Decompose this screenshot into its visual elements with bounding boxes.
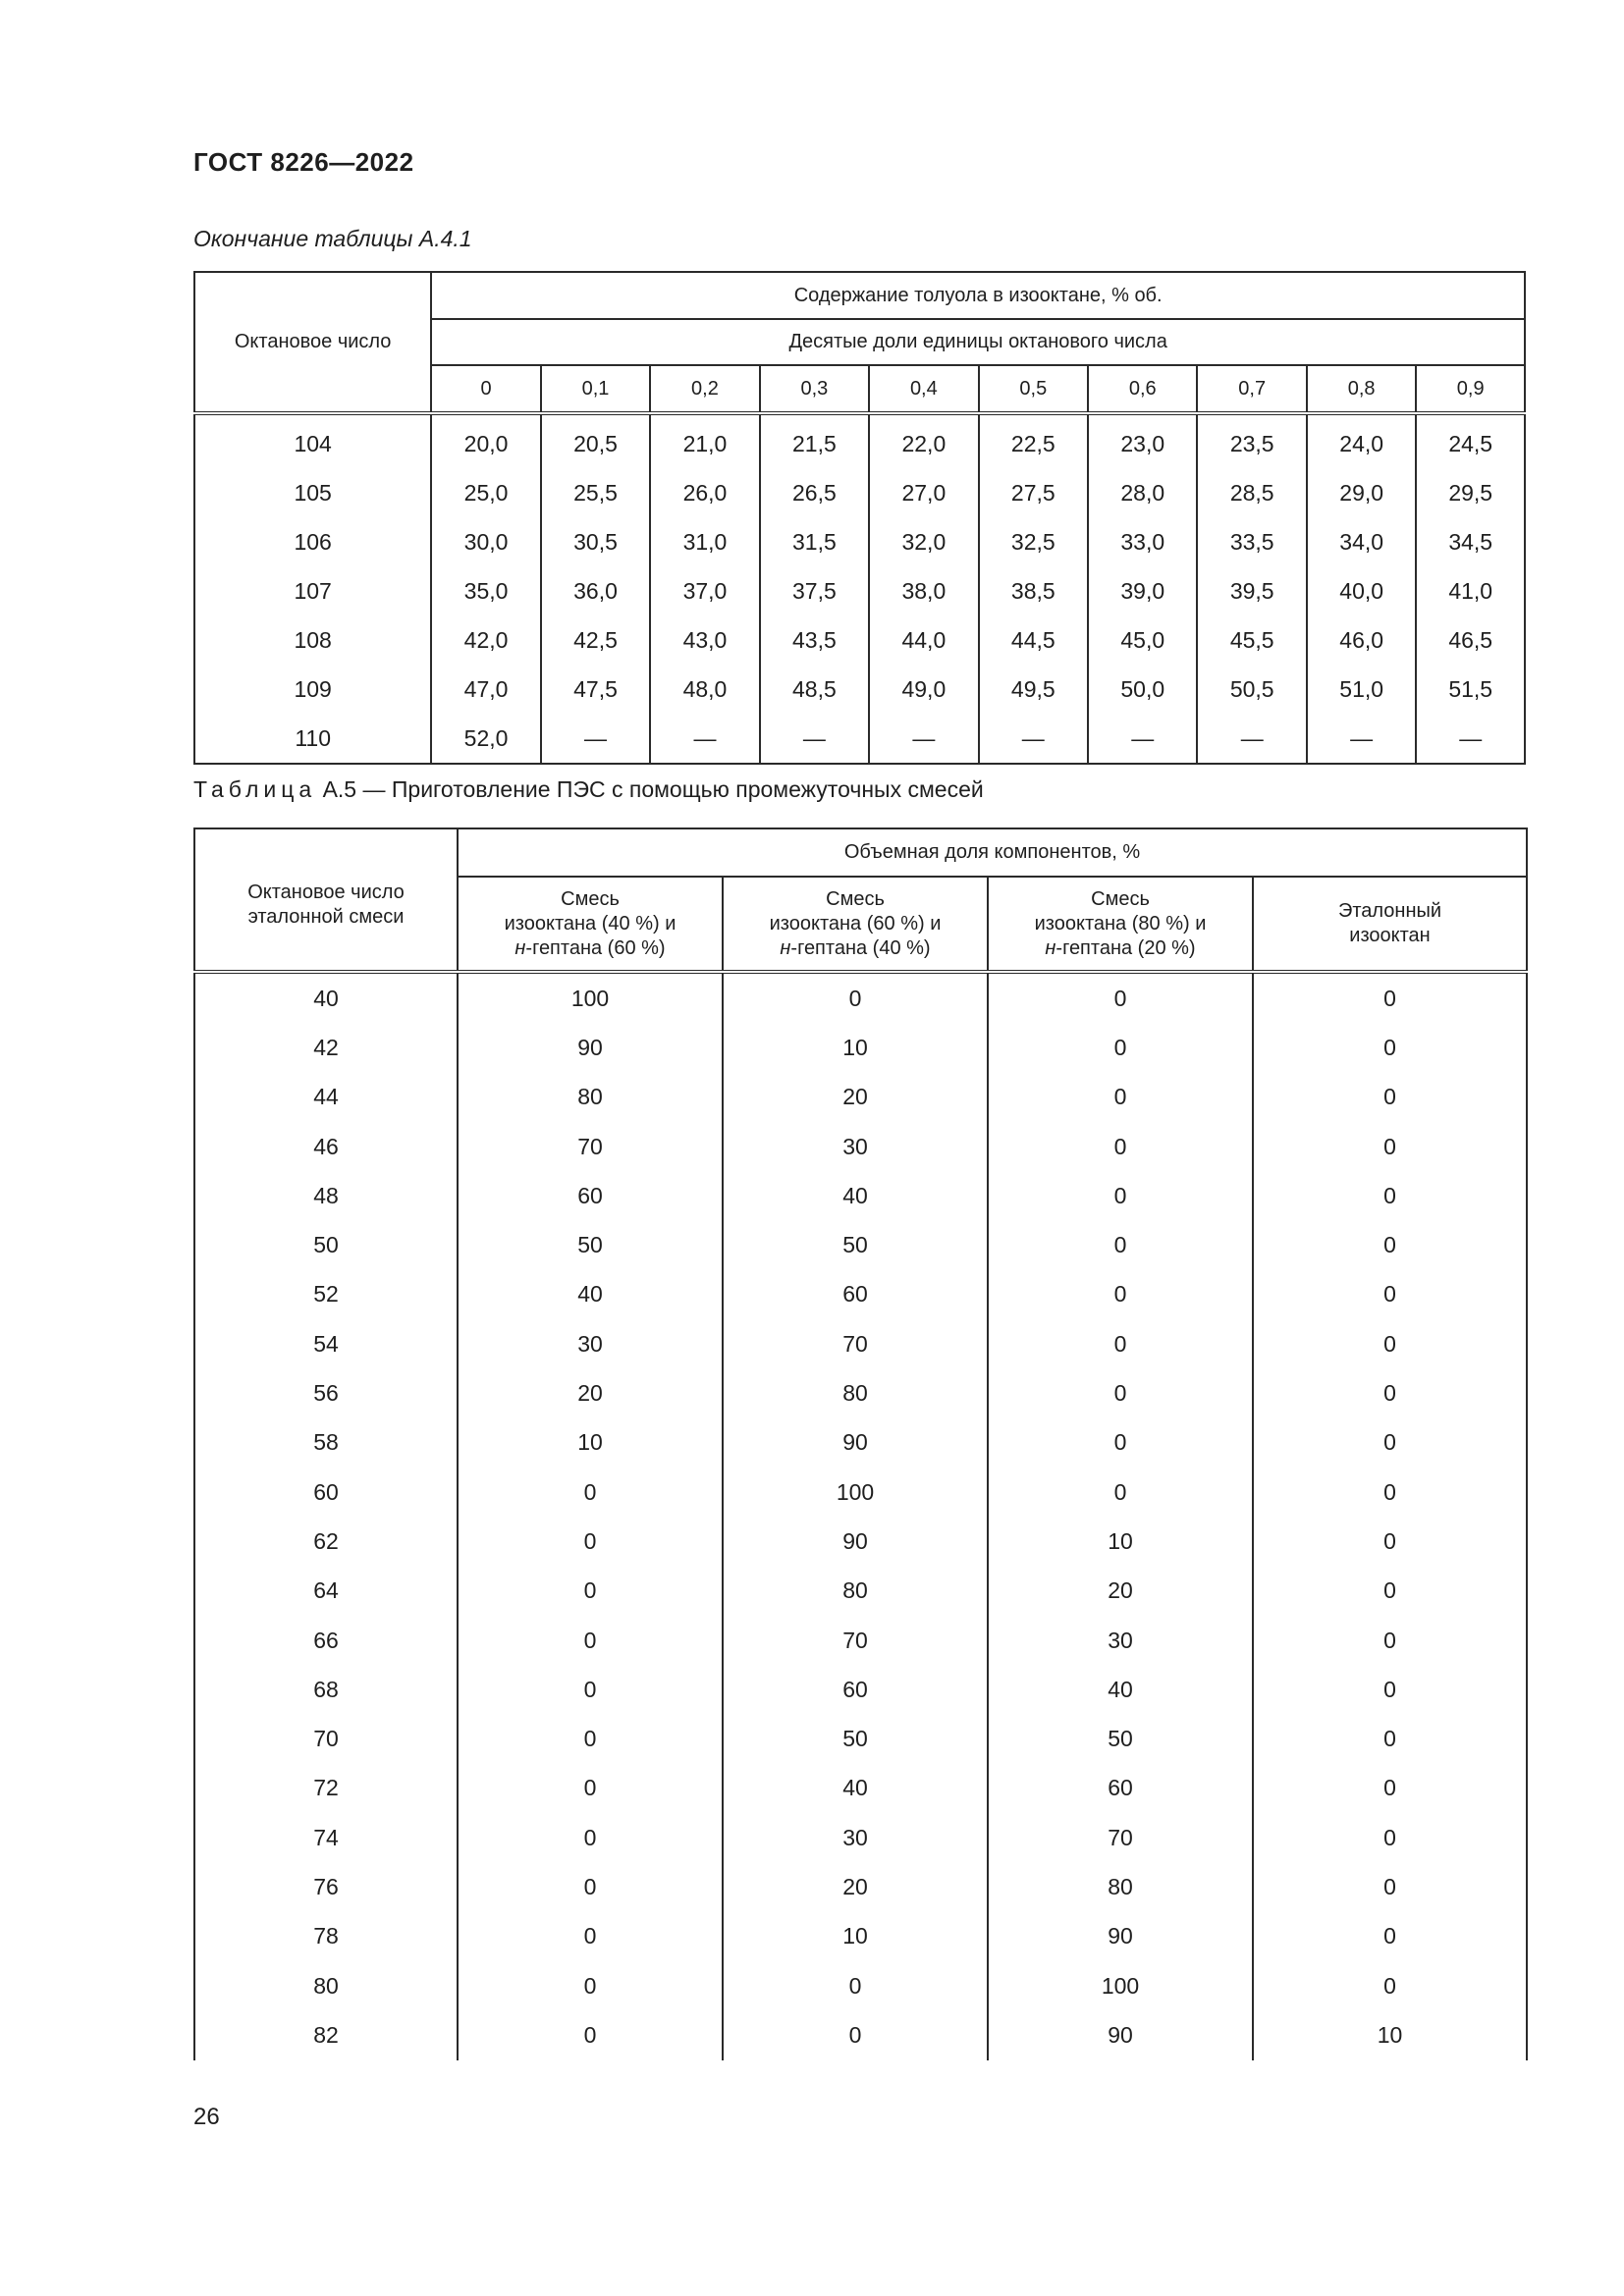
table-row (194, 714, 1525, 764)
volume-fraction-cell: 0 (458, 1665, 723, 1714)
toluene-value-cell: 27,0 (869, 468, 978, 517)
volume-fraction-cell: 0 (1253, 1813, 1527, 1862)
tenths-header: Десятые доли единицы октанового числа (431, 319, 1525, 365)
mix-40-60-line2: изооктана (40 %) и (504, 912, 677, 934)
document-header: ГОСТ 8226—2022 (193, 147, 414, 177)
volume-fraction-cell: 50 (723, 1220, 988, 1269)
volume-fraction-cell: 100 (988, 1961, 1253, 2010)
volume-fraction-cell: 0 (1253, 1862, 1527, 1911)
volume-fraction-cell: 0 (723, 2010, 988, 2059)
reference-octane-cell: 56 (194, 1368, 458, 1417)
toluene-value-cell: 35,0 (431, 566, 540, 615)
volume-fraction-cell: 0 (988, 1023, 1253, 1072)
reference-octane-cell: 80 (194, 1961, 458, 2010)
toluene-value-cell: 30,5 (541, 517, 650, 566)
volume-fraction-cell: 70 (723, 1319, 988, 1368)
mix-80-20-line2: изооктана (80 %) и (1034, 912, 1207, 934)
volume-fraction-cell: 80 (723, 1567, 988, 1616)
toluene-value-cell: 52,0 (431, 714, 540, 764)
reference-octane-cell: 74 (194, 1813, 458, 1862)
volume-fraction-cell: 0 (1253, 1517, 1527, 1566)
toluene-value-cell: 50,0 (1088, 665, 1197, 714)
tenths-col-header: 0,7 (1197, 365, 1306, 413)
reference-isooctane-header (1253, 877, 1527, 972)
toluene-value-cell: 21,0 (650, 413, 759, 468)
table-row (194, 1468, 1527, 1517)
toluene-value-cell: 31,0 (650, 517, 759, 566)
octane-number-cell: 107 (194, 566, 431, 615)
volume-fraction-cell: 0 (458, 1862, 723, 1911)
reference-octane-cell: 54 (194, 1319, 458, 1368)
volume-fraction-cell: 10 (1253, 2010, 1527, 2059)
volume-fraction-cell: 60 (988, 1764, 1253, 1813)
volume-fraction-cell: 10 (458, 1418, 723, 1468)
volume-fraction-cell: 0 (988, 1171, 1253, 1220)
reference-octane-cell: 60 (194, 1468, 458, 1517)
toluene-value-cell: 37,0 (650, 566, 759, 615)
volume-fraction-cell: 70 (988, 1813, 1253, 1862)
toluene-value-cell: 46,0 (1307, 615, 1416, 665)
tenths-col-header: 0,3 (760, 365, 869, 413)
volume-fraction-cell: 40 (988, 1665, 1253, 1714)
volume-fraction-cell: 0 (1253, 1073, 1527, 1122)
table-a5 (193, 828, 1528, 2060)
octane-number-header: Октановое число (194, 272, 431, 413)
toluene-value-cell: 29,5 (1416, 468, 1525, 517)
toluene-value-cell: 23,5 (1197, 413, 1306, 468)
octane-number-cell: 108 (194, 615, 431, 665)
reference-octane-cell: 78 (194, 1912, 458, 1961)
volume-fraction-cell: 0 (458, 1912, 723, 1961)
mix-60-40-header (723, 877, 988, 972)
reference-octane-header-line2: эталонной смеси (247, 906, 405, 928)
volume-fraction-cell: 30 (458, 1319, 723, 1368)
volume-fraction-cell: 0 (458, 1517, 723, 1566)
table-a41 (193, 271, 1526, 765)
toluene-value-cell: 45,5 (1197, 615, 1306, 665)
mix-40-60-prefix: н (514, 936, 526, 959)
volume-fraction-cell: 0 (988, 1468, 1253, 1517)
volume-fraction-cell: 90 (988, 2010, 1253, 2059)
reference-octane-cell: 76 (194, 1862, 458, 1911)
volume-fraction-cell: 0 (1253, 1714, 1527, 1763)
volume-fraction-cell: 60 (723, 1270, 988, 1319)
toluene-value-cell: 24,5 (1416, 413, 1525, 468)
volume-fraction-cell: 0 (458, 1813, 723, 1862)
reference-octane-cell: 70 (194, 1714, 458, 1763)
toluene-value-cell: 37,5 (760, 566, 869, 615)
mix-40-60-line1: Смесь (561, 887, 620, 910)
volume-fraction-cell: 0 (458, 1714, 723, 1763)
table-row (194, 1319, 1527, 1368)
volume-fraction-cell: 100 (723, 1468, 988, 1517)
toluene-value-cell: 39,0 (1088, 566, 1197, 615)
mix-60-40-suffix: -гептана (40 %) (790, 936, 931, 959)
volume-fraction-cell: 90 (988, 1912, 1253, 1961)
toluene-value-cell: 22,0 (869, 413, 978, 468)
mix-60-40-line3 (724, 936, 987, 961)
volume-fraction-cell: 10 (723, 1912, 988, 1961)
toluene-value-cell: 45,0 (1088, 615, 1197, 665)
reference-octane-cell: 46 (194, 1122, 458, 1171)
volume-fraction-cell: 60 (723, 1665, 988, 1714)
table-row (194, 1616, 1527, 1665)
volume-fraction-cell: 60 (458, 1171, 723, 1220)
toluene-value-cell: 32,5 (979, 517, 1088, 566)
toluene-value-cell: 51,5 (1416, 665, 1525, 714)
reference-octane-cell: 42 (194, 1023, 458, 1072)
volume-fraction-cell: 0 (1253, 1319, 1527, 1368)
volume-fraction-cell: 0 (1253, 1961, 1527, 2010)
volume-fraction-header: Объемная доля компонентов, % (458, 828, 1527, 877)
tenths-col-header: 0,6 (1088, 365, 1197, 413)
toluene-value-cell: 41,0 (1416, 566, 1525, 615)
volume-fraction-cell: 0 (458, 1961, 723, 2010)
mix-80-20-suffix: -гептана (20 %) (1056, 936, 1196, 959)
toluene-value-cell: 47,5 (541, 665, 650, 714)
toluene-value-cell: 43,5 (760, 615, 869, 665)
volume-fraction-cell: 50 (988, 1714, 1253, 1763)
toluene-value-cell: 51,0 (1307, 665, 1416, 714)
octane-number-cell: 105 (194, 468, 431, 517)
tenths-col-header: 0 (431, 365, 540, 413)
table-row (194, 1023, 1527, 1072)
toluene-value-cell: 30,0 (431, 517, 540, 566)
table-row (194, 1961, 1527, 2010)
table-row (194, 1368, 1527, 1417)
volume-fraction-cell: 0 (458, 1764, 723, 1813)
toluene-value-cell: 26,0 (650, 468, 759, 517)
table-row (194, 1073, 1527, 1122)
toluene-value-cell: 25,5 (541, 468, 650, 517)
tenths-col-header: 0,9 (1416, 365, 1525, 413)
volume-fraction-cell: 0 (1253, 1270, 1527, 1319)
tenths-col-header: 0,5 (979, 365, 1088, 413)
toluene-value-cell: 32,0 (869, 517, 978, 566)
volume-fraction-cell: 0 (723, 1961, 988, 2010)
toluene-value-cell: 20,5 (541, 413, 650, 468)
volume-fraction-cell: 0 (458, 2010, 723, 2059)
toluene-value-cell: 34,5 (1416, 517, 1525, 566)
volume-fraction-cell: 0 (1253, 1567, 1527, 1616)
table-row (194, 1665, 1527, 1714)
toluene-value-cell: 42,5 (541, 615, 650, 665)
volume-fraction-cell: 90 (723, 1418, 988, 1468)
volume-fraction-cell: 0 (988, 1368, 1253, 1417)
reference-isooctane-line2: изооктан (1349, 925, 1431, 946)
volume-fraction-cell: 0 (988, 1220, 1253, 1269)
volume-fraction-cell: 20 (458, 1368, 723, 1417)
table-row (194, 972, 1527, 1023)
volume-fraction-cell: 10 (723, 1023, 988, 1072)
reference-octane-cell: 58 (194, 1418, 458, 1468)
volume-fraction-cell: 0 (1253, 1912, 1527, 1961)
table-row (194, 1764, 1527, 1813)
table-row (194, 1567, 1527, 1616)
table-row (194, 468, 1525, 517)
toluene-value-cell: 33,0 (1088, 517, 1197, 566)
mix-60-40-prefix: н (780, 936, 791, 959)
reference-octane-cell: 82 (194, 2010, 458, 2059)
volume-fraction-cell: 10 (988, 1517, 1253, 1566)
tenths-col-header: 0,2 (650, 365, 759, 413)
table-row (194, 1912, 1527, 1961)
toluene-value-cell: 33,5 (1197, 517, 1306, 566)
toluene-value-cell: — (869, 714, 978, 764)
table-row (194, 1517, 1527, 1566)
volume-fraction-cell: 80 (458, 1073, 723, 1122)
toluene-value-cell: 31,5 (760, 517, 869, 566)
volume-fraction-cell: 0 (1253, 972, 1527, 1023)
toluene-value-cell: 50,5 (1197, 665, 1306, 714)
volume-fraction-cell: 40 (723, 1171, 988, 1220)
table-row (194, 517, 1525, 566)
octane-number-cell: 110 (194, 714, 431, 764)
tenths-col-header: 0,4 (869, 365, 978, 413)
toluene-value-cell: 43,0 (650, 615, 759, 665)
volume-fraction-cell: 0 (988, 1319, 1253, 1368)
volume-fraction-cell: 80 (988, 1862, 1253, 1911)
table-a5-caption (193, 776, 984, 803)
toluene-value-cell: — (650, 714, 759, 764)
toluene-value-cell: 26,5 (760, 468, 869, 517)
volume-fraction-cell: 0 (1253, 1171, 1527, 1220)
volume-fraction-cell: 30 (988, 1616, 1253, 1665)
table-row (194, 615, 1525, 665)
toluene-value-cell: 28,0 (1088, 468, 1197, 517)
volume-fraction-cell: 70 (723, 1616, 988, 1665)
toluene-value-cell: 20,0 (431, 413, 540, 468)
reference-octane-cell: 62 (194, 1517, 458, 1566)
table-a5-caption-title: А.5 — Приготовление ПЭС с помощью промежуточных смесей (322, 776, 984, 802)
mix-40-60-suffix: -гептана (60 %) (525, 936, 666, 959)
toluene-value-cell: 49,5 (979, 665, 1088, 714)
reference-octane-cell: 50 (194, 1220, 458, 1269)
volume-fraction-cell: 0 (988, 1073, 1253, 1122)
volume-fraction-cell: 0 (458, 1616, 723, 1665)
reference-octane-cell: 52 (194, 1270, 458, 1319)
table-row (194, 1270, 1527, 1319)
toluene-value-cell: 36,0 (541, 566, 650, 615)
toluene-value-cell: 42,0 (431, 615, 540, 665)
octane-number-cell: 109 (194, 665, 431, 714)
volume-fraction-cell: 50 (458, 1220, 723, 1269)
volume-fraction-cell: 20 (988, 1567, 1253, 1616)
mix-60-40-line2: изооктана (60 %) и (769, 912, 942, 934)
mix-80-20-prefix: н (1045, 936, 1056, 959)
volume-fraction-cell: 20 (723, 1073, 988, 1122)
toluene-value-cell: 25,0 (431, 468, 540, 517)
volume-fraction-cell: 0 (988, 972, 1253, 1023)
toluene-value-cell: 49,0 (869, 665, 978, 714)
reference-octane-cell: 68 (194, 1665, 458, 1714)
table-row (194, 1862, 1527, 1911)
table-row (194, 1220, 1527, 1269)
toluene-value-cell: 44,5 (979, 615, 1088, 665)
reference-octane-cell: 66 (194, 1616, 458, 1665)
reference-octane-cell: 72 (194, 1764, 458, 1813)
mix-80-20-line1: Смесь (1091, 887, 1150, 910)
volume-fraction-cell: 90 (458, 1023, 723, 1072)
volume-fraction-cell: 40 (458, 1270, 723, 1319)
table-row (194, 2010, 1527, 2059)
table-row (194, 413, 1525, 468)
volume-fraction-cell: 0 (458, 1468, 723, 1517)
volume-fraction-cell: 0 (1253, 1418, 1527, 1468)
toluene-value-cell: 40,0 (1307, 566, 1416, 615)
volume-fraction-cell: 0 (1253, 1468, 1527, 1517)
volume-fraction-cell: 0 (1253, 1368, 1527, 1417)
toluene-value-cell: 23,0 (1088, 413, 1197, 468)
table-a5-caption-word: Таблица (193, 776, 317, 802)
volume-fraction-cell: 70 (458, 1122, 723, 1171)
toluene-value-cell: — (1088, 714, 1197, 764)
toluene-value-cell: 38,0 (869, 566, 978, 615)
volume-fraction-cell: 30 (723, 1122, 988, 1171)
reference-octane-cell: 40 (194, 972, 458, 1023)
toluene-value-cell: 29,0 (1307, 468, 1416, 517)
volume-fraction-cell: 0 (1253, 1616, 1527, 1665)
toluene-value-cell: — (979, 714, 1088, 764)
volume-fraction-cell: 50 (723, 1714, 988, 1763)
volume-fraction-cell: 0 (723, 972, 988, 1023)
table-a41-caption: Окончание таблицы А.4.1 (193, 226, 472, 251)
reference-isooctane-line1: Эталонный (1337, 900, 1442, 922)
toluene-content-header: Содержание толуола в изооктане, % об. (431, 272, 1525, 319)
toluene-value-cell: 46,5 (1416, 615, 1525, 665)
mix-40-60-header (458, 877, 723, 972)
volume-fraction-cell: 0 (1253, 1023, 1527, 1072)
toluene-value-cell: 21,5 (760, 413, 869, 468)
table-row (194, 566, 1525, 615)
octane-number-cell: 106 (194, 517, 431, 566)
octane-number-cell: 104 (194, 413, 431, 468)
volume-fraction-cell: 0 (988, 1270, 1253, 1319)
page-number: 26 (193, 2104, 220, 2130)
volume-fraction-cell: 80 (723, 1368, 988, 1417)
toluene-value-cell: — (1307, 714, 1416, 764)
toluene-value-cell: 27,5 (979, 468, 1088, 517)
toluene-value-cell: 24,0 (1307, 413, 1416, 468)
table-row (194, 665, 1525, 714)
mix-80-20-line3 (989, 936, 1252, 961)
toluene-value-cell: 34,0 (1307, 517, 1416, 566)
volume-fraction-cell: 0 (988, 1122, 1253, 1171)
toluene-value-cell: 44,0 (869, 615, 978, 665)
toluene-value-cell: 47,0 (431, 665, 540, 714)
volume-fraction-cell: 0 (1253, 1220, 1527, 1269)
volume-fraction-cell: 30 (723, 1813, 988, 1862)
reference-octane-header (194, 828, 458, 972)
reference-octane-cell: 64 (194, 1567, 458, 1616)
toluene-value-cell: 48,0 (650, 665, 759, 714)
table-row (194, 1813, 1527, 1862)
volume-fraction-cell: 0 (458, 1567, 723, 1616)
volume-fraction-cell: 0 (988, 1418, 1253, 1468)
tenths-col-header: 0,8 (1307, 365, 1416, 413)
mix-60-40-line1: Смесь (826, 887, 885, 910)
volume-fraction-cell: 0 (1253, 1764, 1527, 1813)
mix-40-60-line3 (459, 936, 722, 961)
toluene-value-cell: 28,5 (1197, 468, 1306, 517)
table-row (194, 1122, 1527, 1171)
toluene-value-cell: 38,5 (979, 566, 1088, 615)
volume-fraction-cell: 90 (723, 1517, 988, 1566)
mix-80-20-header (988, 877, 1253, 972)
volume-fraction-cell: 100 (458, 972, 723, 1023)
toluene-value-cell: — (1416, 714, 1525, 764)
volume-fraction-cell: 40 (723, 1764, 988, 1813)
toluene-value-cell: — (760, 714, 869, 764)
volume-fraction-cell: 20 (723, 1862, 988, 1911)
reference-octane-header-line1: Октановое число (247, 881, 405, 903)
table-row (194, 1714, 1527, 1763)
volume-fraction-cell: 0 (1253, 1122, 1527, 1171)
volume-fraction-cell: 0 (1253, 1665, 1527, 1714)
toluene-value-cell: 22,5 (979, 413, 1088, 468)
toluene-value-cell: — (541, 714, 650, 764)
table-row (194, 1171, 1527, 1220)
toluene-value-cell: — (1197, 714, 1306, 764)
reference-octane-cell: 44 (194, 1073, 458, 1122)
reference-octane-cell: 48 (194, 1171, 458, 1220)
toluene-value-cell: 48,5 (760, 665, 869, 714)
table-row (194, 1418, 1527, 1468)
tenths-col-header: 0,1 (541, 365, 650, 413)
toluene-value-cell: 39,5 (1197, 566, 1306, 615)
